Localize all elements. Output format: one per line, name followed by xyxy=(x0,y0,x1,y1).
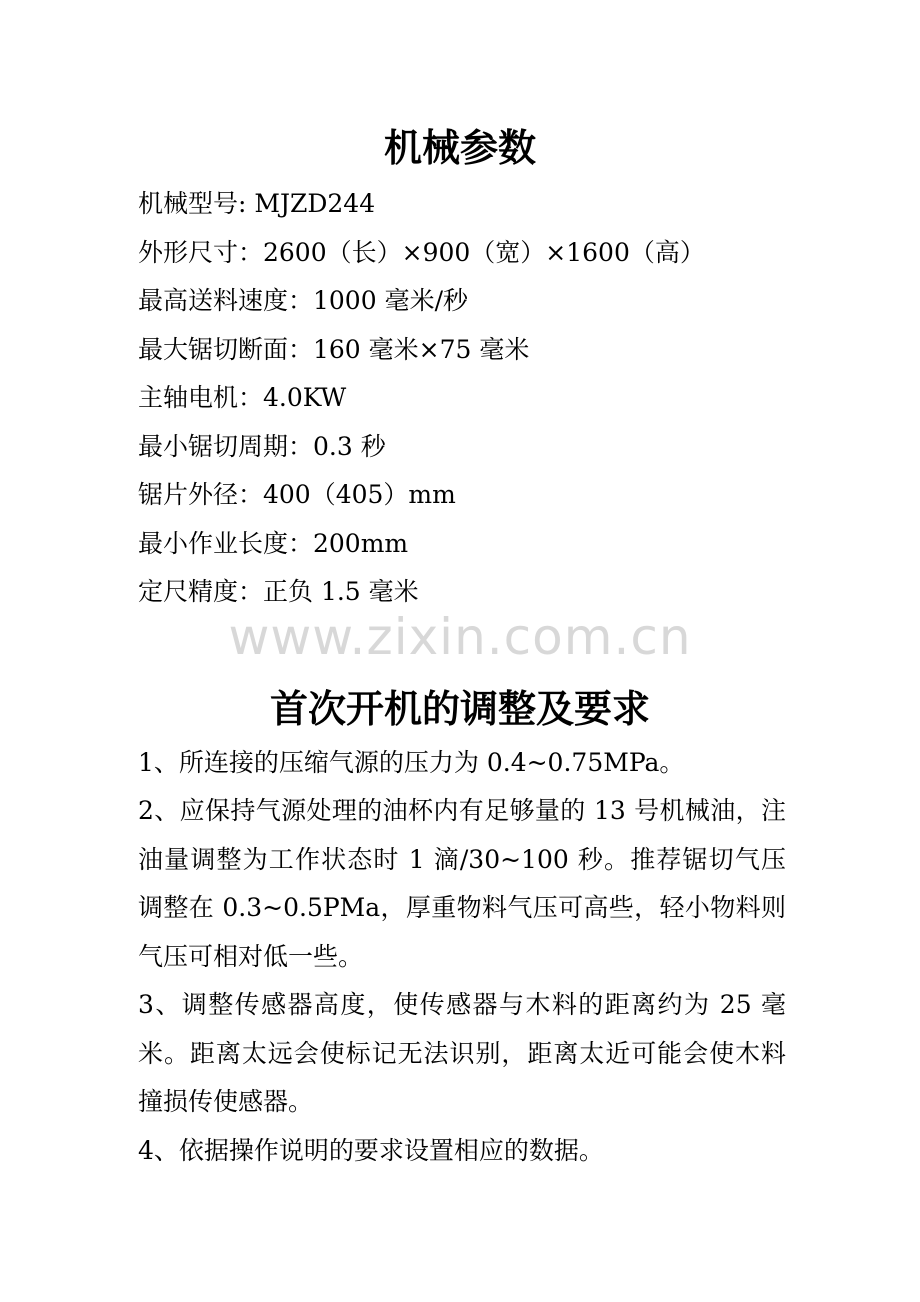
section-title-machine-parameters: 机械参数 xyxy=(383,125,536,170)
param-max-feed-speed: 最高送料速度：1000 毫米/秒 xyxy=(138,286,468,315)
section-title-first-startup: 首次开机的调整及要求 xyxy=(269,685,650,731)
param-max-cut-section: 最大锯切断面：160 毫米×75 毫米 xyxy=(138,334,530,364)
param-min-cut-cycle: 最小锯切周期：0.3 秒 xyxy=(138,431,386,461)
requirement-4: 4、依据操作说明的要求设置相应的数据。 xyxy=(138,1135,604,1165)
requirement-list xyxy=(138,739,786,1176)
watermark: www.zixin.com.cn xyxy=(228,608,692,666)
param-blade-diameter: 锯片外径：400（405）mm xyxy=(138,480,456,509)
param-model: 机械型号: MJZD244 xyxy=(138,189,376,218)
requirement-1: 1、所连接的压缩气源的压力为 0.4~0.75MPa。 xyxy=(138,747,685,777)
requirement-3: 3、调整传感器高度，使传感器与木料的距离约为 25 毫米。距离太远会使标记无法识别，距离太近可能会使木料撞损传使感器。 xyxy=(138,990,786,1116)
param-dimensions: 外形尺寸：2600（长）×900（宽）×1600（高） xyxy=(138,237,705,267)
document-page xyxy=(138,118,786,1175)
param-length-accuracy: 定尺精度：正负 1.5 毫米 xyxy=(138,577,419,606)
param-spindle-motor: 主轴电机：4.0KW xyxy=(138,383,347,412)
parameter-list xyxy=(138,180,786,617)
param-min-work-length: 最小作业长度：200mm xyxy=(138,528,409,558)
requirement-2: 2、应保持气源处理的油杯内有足够量的 13 号机械油，注油量调整为工作状态时 1 滴/30~100 秒。推荐锯切气压调整在 0.3~0.5PMa，厚重物料气压可高些，轻小物料则气压可相对低一些。 xyxy=(138,796,786,971)
